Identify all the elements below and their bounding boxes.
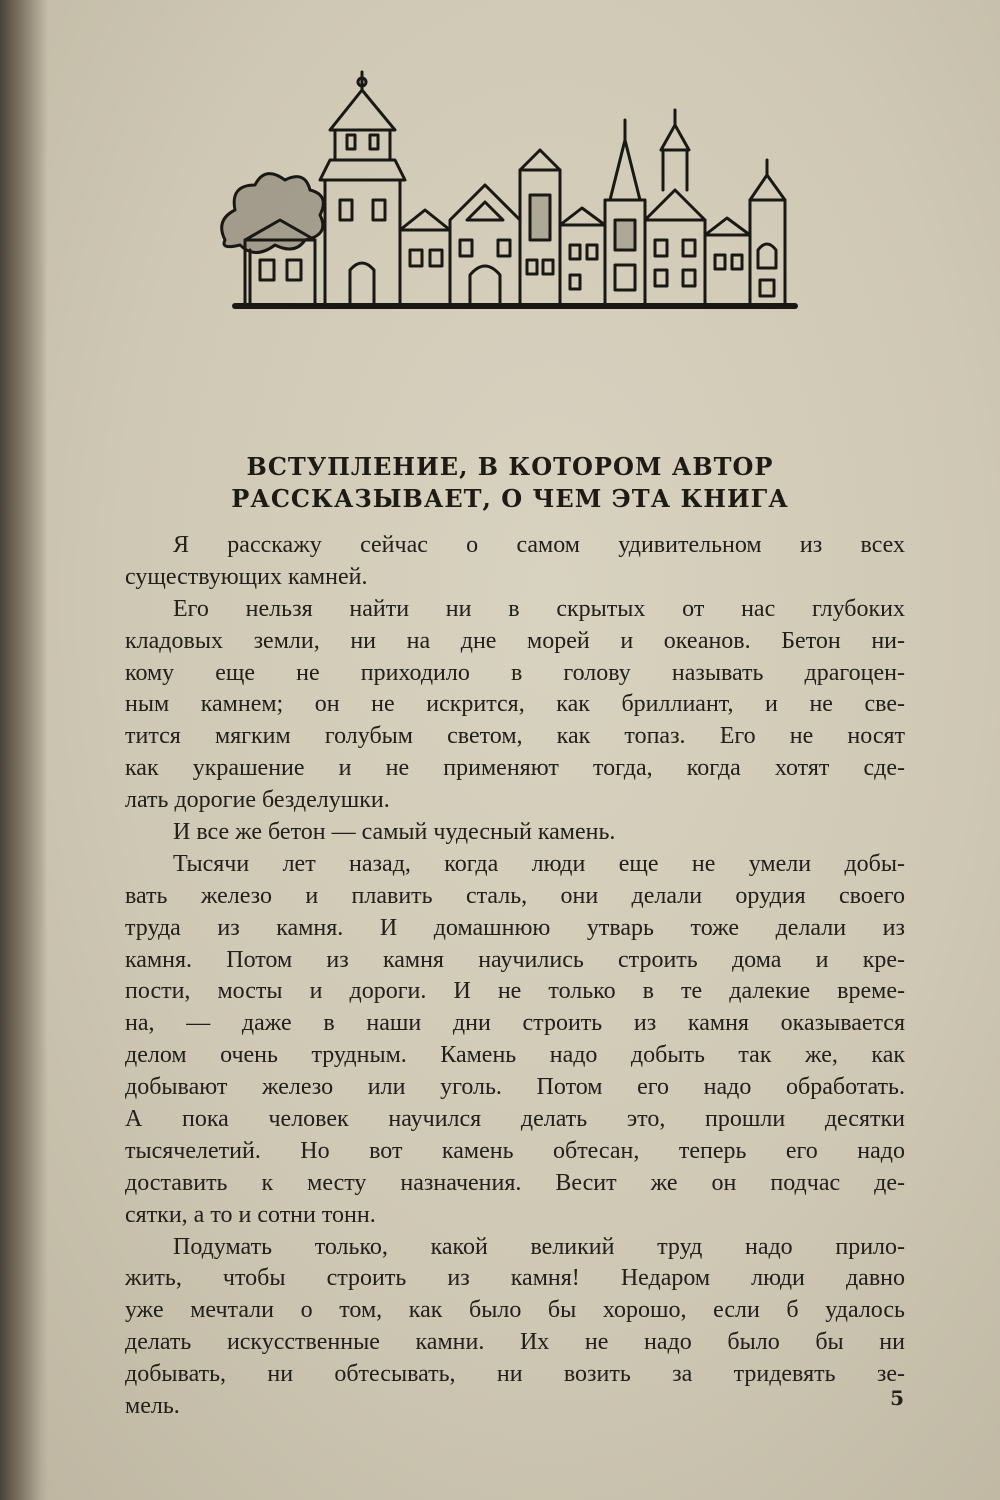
text-line: сятки, а то и сотни тонн.: [125, 1201, 376, 1228]
text-line: тысячелетий. Но вот камень обтесан, теперь его надо: [125, 1137, 905, 1164]
text-line: Его нельзя найти ни в скрытых от нас глубоких: [173, 595, 905, 622]
text-line: Я расскажу сейчас о самом удивительном из всех: [173, 532, 905, 558]
text-line: делом очень трудным. Камень надо добыть так же, как: [125, 1042, 905, 1069]
text-line: ным камнем; он не искрится, как бриллиант, и не све-: [125, 691, 905, 718]
text-line: жить, чтобы строить из камня! Недаром люди давно: [125, 1265, 905, 1292]
chapter-body-text: [125, 530, 905, 1423]
text-line: Подумать только, какой великий труд надо прило-: [173, 1233, 905, 1260]
text-line: лать дорогие безделушки.: [125, 787, 390, 814]
text-line: труда из камня. И домашнюю утварь тоже делали из: [125, 914, 905, 941]
text-line: добывают железо или уголь. Потом его надо обработать.: [125, 1074, 905, 1101]
text-line: добывать, ни обтесывать, ни возить за тридевять зе-: [125, 1361, 905, 1388]
book-gutter-shadow: [0, 0, 48, 1500]
text-line: делать искусственные камни. Их не надо было бы ни: [125, 1329, 905, 1356]
text-line: вать железо и плавить сталь, они делали орудия своего: [125, 882, 905, 909]
text-line: мель.: [125, 1393, 180, 1420]
text-line: доставить к месту назначения. Весит же он подчас де-: [125, 1169, 905, 1196]
text-line: кладовых земли, ни на дне морей и океанов. Бетон ни-: [125, 627, 905, 654]
chapter-heading-line1: ВСТУПЛЕНИЕ, В КОТОРОМ АВТОР: [246, 452, 774, 481]
text-line: кому еще не приходило в голову называть драгоцен-: [125, 659, 905, 686]
page-number: 5: [890, 1386, 904, 1410]
text-line: И все же бетон — самый чудесный камень.: [173, 819, 616, 846]
text-line: на, — даже в наши дни строить из камня оказывается: [125, 1010, 905, 1037]
text-line: камня. Потом из камня научились строить дома и кре-: [125, 946, 905, 973]
text-line: Тысячи лет назад, когда люди еще не умели добы-: [173, 850, 905, 877]
text-line: существующих камней.: [125, 563, 368, 590]
text-line: пости, мосты и дороги. И не только в те далекие време-: [125, 978, 905, 1005]
chapter-heading-line2: РАССКАЗЫВАЕТ, О ЧЕМ ЭТА КНИГА: [231, 484, 789, 513]
text-line: А пока человек научился делать это, прошли десятки: [125, 1106, 905, 1133]
text-line: как украшение и не применяют тогда, когда хотят сде-: [125, 755, 905, 782]
text-line: уже мечтали о том, как было бы хорошо, если б удалось: [125, 1297, 905, 1324]
town-skyline-illustration: [205, 70, 805, 320]
text-line: тится мягким голубым светом, как топаз. Его не носят: [125, 723, 905, 750]
